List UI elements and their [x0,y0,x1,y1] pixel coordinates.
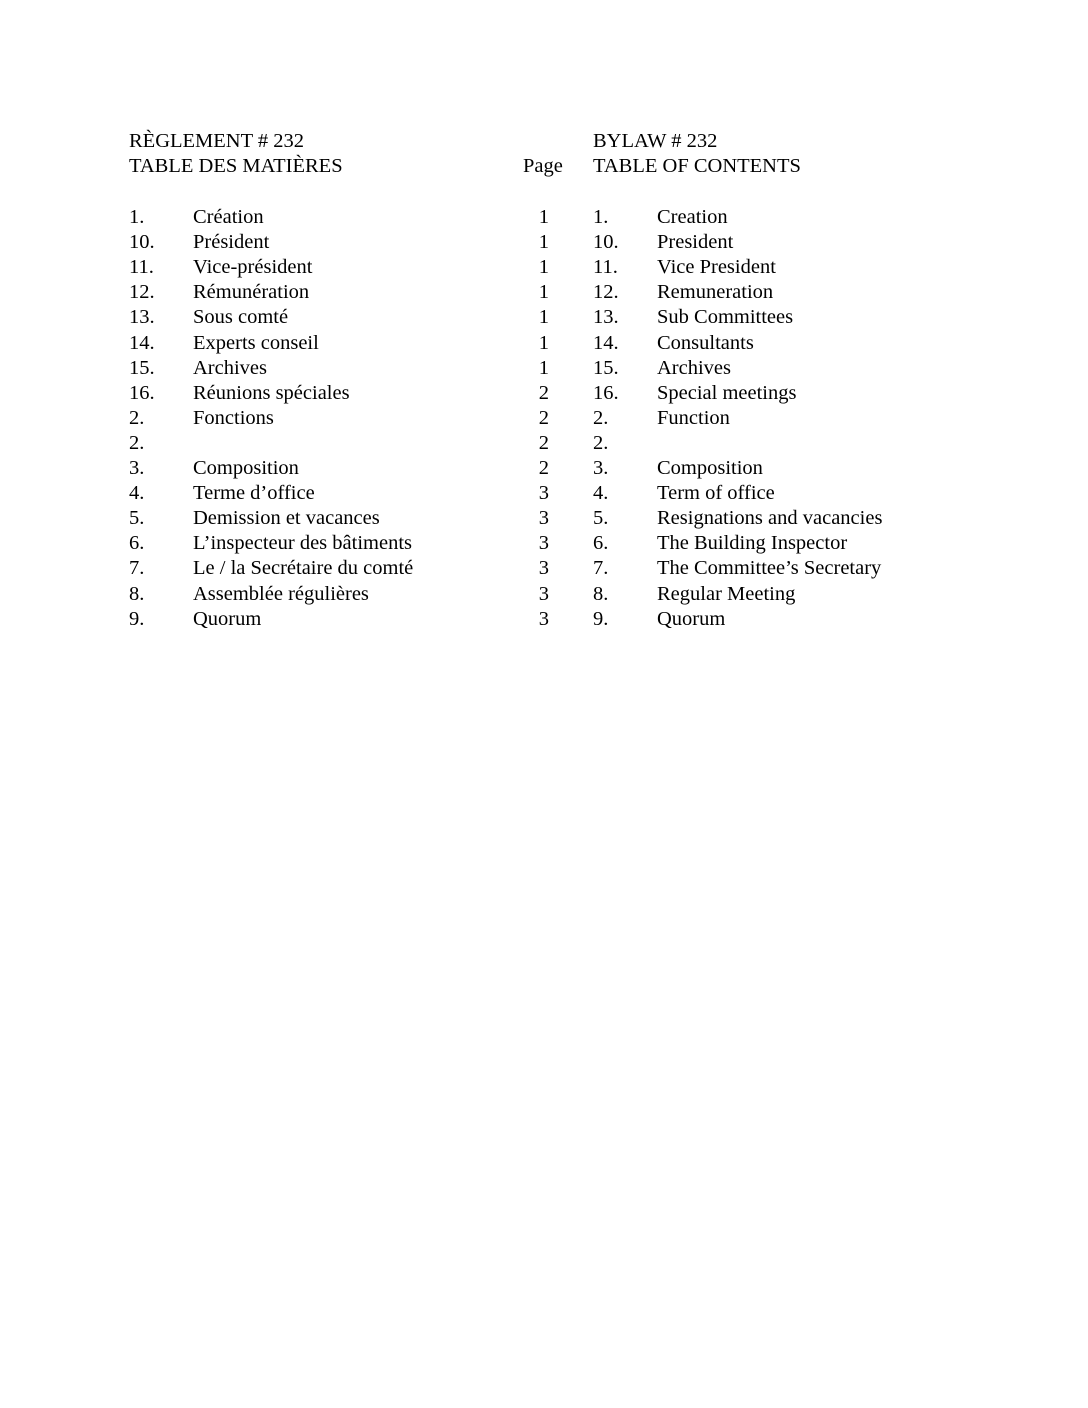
en-section-number: 8. [593,583,609,605]
en-section-number: 4. [593,482,609,504]
fr-section-title: Président [193,231,270,253]
fr-section-number: 11. [129,256,154,278]
page-number: 3 [538,482,549,504]
fr-section-number: 2. [129,432,145,454]
fr-section-number: 8. [129,583,145,605]
fr-section-number: 3. [129,457,145,479]
en-section-number: 2. [593,407,609,429]
page-number: 1 [538,357,549,379]
fr-section-number: 13. [129,306,155,328]
fr-section-title: L’inspecteur des bâtiments [193,532,412,554]
toc-row [0,331,1088,356]
toc-row [0,381,1088,406]
page-number: 3 [538,507,549,529]
en-section-number: 11. [593,256,618,278]
en-section-title: Vice President [657,256,776,278]
toc-row [0,205,1088,230]
en-section-number: 6. [593,532,609,554]
fr-section-number: 12. [129,281,155,303]
fr-bylaw-title: RÈGLEMENT # 232 [129,130,305,152]
fr-section-number: 6. [129,532,145,554]
toc-row [0,255,1088,280]
page-column-label: Page [523,155,563,177]
page-number: 1 [538,231,549,253]
en-section-title: Special meetings [657,382,797,404]
fr-section-title: Création [193,206,264,228]
fr-section-title: Fonctions [193,407,274,429]
en-section-number: 1. [593,206,609,228]
toc-row [0,456,1088,481]
page-number: 1 [538,281,549,303]
en-section-number: 10. [593,231,619,253]
en-section-title: President [657,231,734,253]
toc-row [0,531,1088,556]
fr-section-number: 4. [129,482,145,504]
toc-row [0,506,1088,531]
toc-row [0,356,1088,381]
page-number: 1 [538,332,549,354]
en-section-number: 2. [593,432,609,454]
en-section-title: Sub Committees [657,306,794,328]
en-section-title: Consultants [657,332,754,354]
en-section-number: 7. [593,557,609,579]
page-number: 2 [538,432,549,454]
en-section-number: 16. [593,382,619,404]
en-section-number: 5. [593,507,609,529]
fr-section-number: 14. [129,332,155,354]
toc-row [0,556,1088,581]
en-section-title: Creation [657,206,728,228]
page-number: 2 [538,457,549,479]
fr-section-title: Quorum [193,608,262,630]
en-section-number: 3. [593,457,609,479]
en-section-number: 9. [593,608,609,630]
fr-section-number: 1. [129,206,145,228]
page-number: 2 [538,382,549,404]
en-section-number: 13. [593,306,619,328]
en-toc-heading: TABLE OF CONTENTS [593,155,801,177]
fr-section-title: Vice-président [193,256,313,278]
page-number: 3 [538,532,549,554]
en-section-title: Quorum [657,608,726,630]
fr-section-title: Experts conseil [193,332,319,354]
fr-section-title: Rémunération [193,281,310,303]
fr-section-title: Demission et vacances [193,507,380,529]
page-number: 1 [538,256,549,278]
en-section-title: Resignations and vacancies [657,507,883,529]
en-section-number: 14. [593,332,619,354]
en-section-title: Function [657,407,730,429]
fr-section-title: Terme d’office [193,482,315,504]
toc-row [0,406,1088,431]
toc-row [0,582,1088,607]
fr-section-title: Le / la Secrétaire du comté [193,557,414,579]
fr-section-number: 10. [129,231,155,253]
fr-toc-heading: TABLE DES MATIÈRES [129,155,343,177]
toc-row [0,230,1088,255]
fr-section-title: Sous comté [193,306,289,328]
en-section-title: The Building Inspector [657,532,848,554]
fr-section-title: Assemblée régulières [193,583,369,605]
fr-section-title: Composition [193,457,299,479]
toc-row [0,481,1088,506]
en-section-title: Archives [657,357,732,379]
page-number: 1 [538,306,549,328]
en-section-title: Regular Meeting [657,583,796,605]
fr-section-number: 5. [129,507,145,529]
page-number: 3 [538,608,549,630]
page-number: 2 [538,407,549,429]
en-section-title: The Committee’s Secretary [657,557,882,579]
en-bylaw-title: BYLAW # 232 [593,130,718,152]
en-section-number: 12. [593,281,619,303]
fr-section-number: 9. [129,608,145,630]
page-number: 3 [538,557,549,579]
toc-row [0,431,1088,456]
fr-section-number: 2. [129,407,145,429]
toc-row [0,280,1088,305]
toc-row [0,305,1088,330]
en-section-title: Remuneration [657,281,774,303]
en-section-title: Term of office [657,482,775,504]
page-number: 3 [538,583,549,605]
fr-section-title: Archives [193,357,268,379]
fr-section-number: 15. [129,357,155,379]
page-number: 1 [538,206,549,228]
en-section-number: 15. [593,357,619,379]
fr-section-title: Réunions spéciales [193,382,350,404]
fr-section-number: 7. [129,557,145,579]
en-section-title: Composition [657,457,763,479]
toc-row [0,607,1088,632]
fr-section-number: 16. [129,382,155,404]
